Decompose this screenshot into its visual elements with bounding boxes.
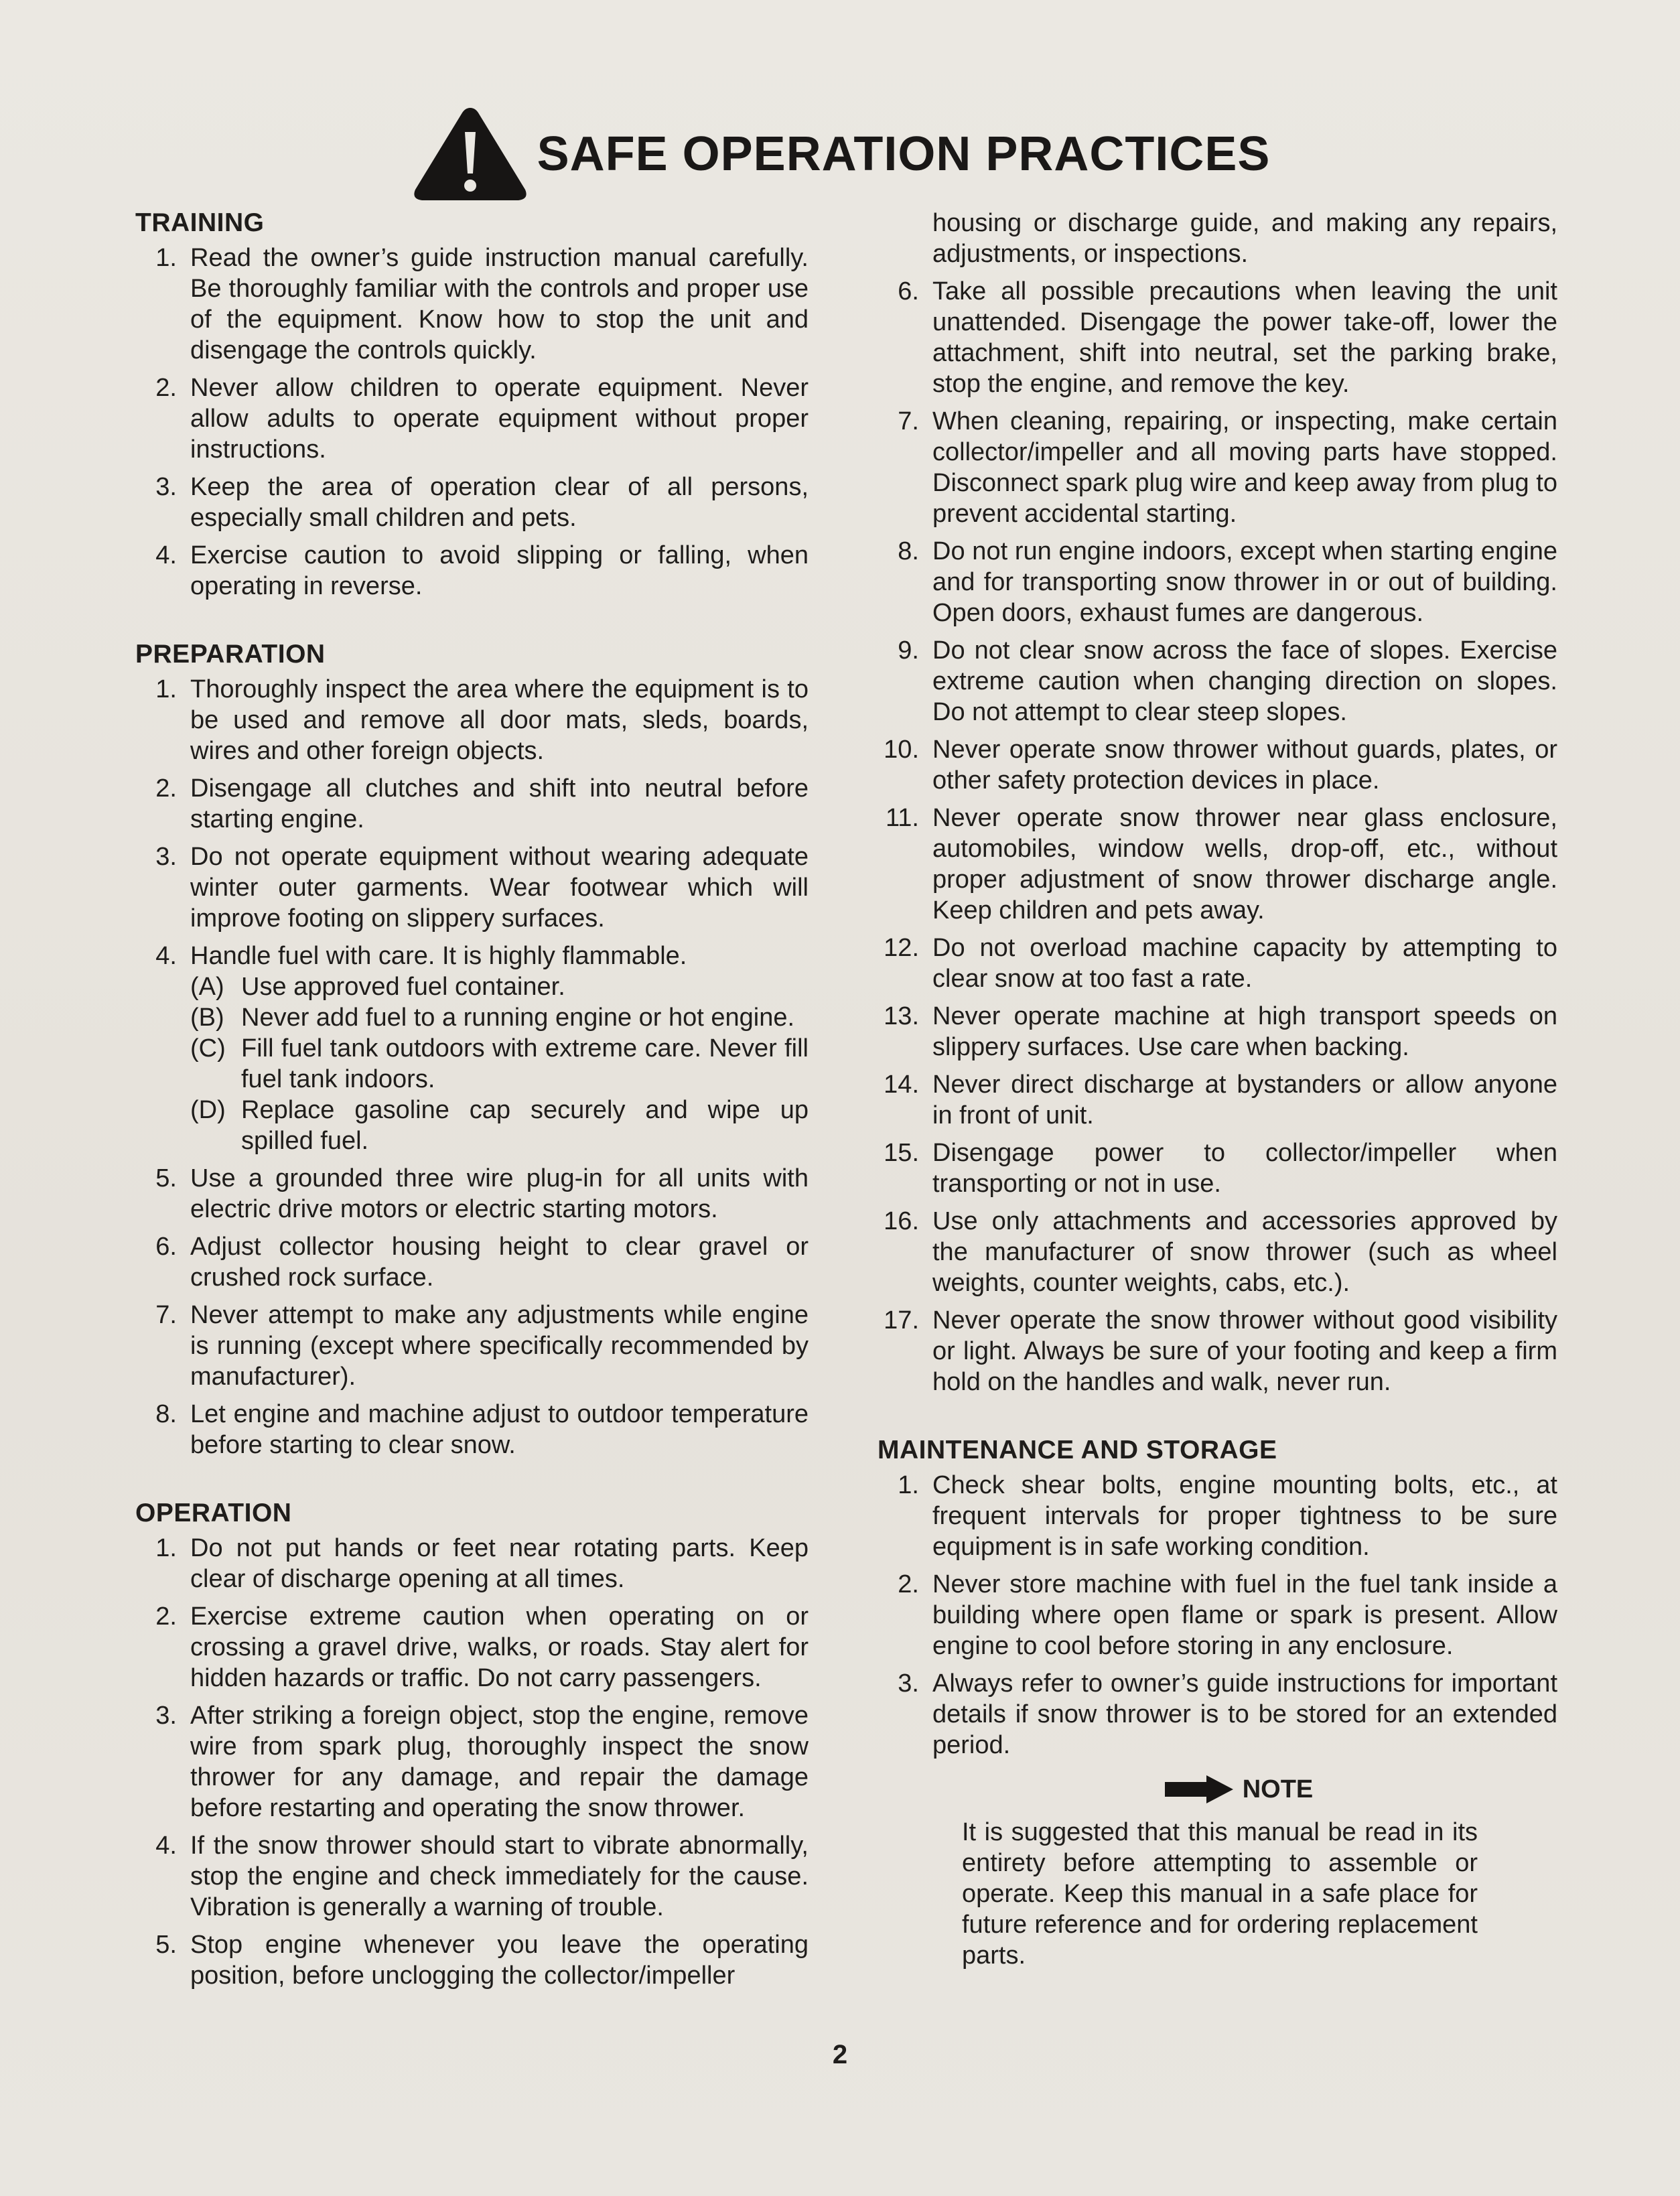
warning-triangle-icon (410, 104, 531, 204)
list-item: 7. Never attempt to make any adjustments while engine is running (except where specifically recommended by manufacturer). (155, 1301, 809, 1391)
operation-list-continued (878, 276, 1557, 1397)
section-heading-training: TRAINING (135, 208, 265, 237)
note-header (878, 1774, 1557, 1805)
list-item: 5. Stop engine whenever you leave the operating position, before unclogging the collector/impeller (155, 1931, 809, 1990)
list-item: 7. When cleaning, repairing, or inspecting, make certain collector/impeller and all moving parts have stopped. Disconnect spark plug wire and keep away from plug to prevent accidental starting. (898, 407, 1557, 528)
list-item: 2. Never store machine with fuel in the fuel tank inside a building where open flame or spark is present. Allow engine to cool before storing in any enclosure. (898, 1570, 1557, 1660)
preparation-list (135, 674, 809, 1460)
list-item: 1. Read the owner’s guide instruction manual carefully. Be thoroughly familiar with the controls and proper use of the equipment. Know how to stop the unit and disengage the controls quickly. (155, 244, 809, 364)
list-item: 12. Do not overload machine capacity by attempting to clear snow at too fast a rate. (884, 934, 1557, 993)
list-item: 17. Never operate the snow thrower without good visibility or light. Always be sure of your footing and keep a firm hold on the handles and walk, never run. (884, 1306, 1557, 1396)
list-item: 3. Always refer to owner’s guide instructions for important details if snow thrower is to be stored for an extended period. (898, 1669, 1557, 1759)
list-item: 16. Use only attachments and accessories approved by the manufacturer of snow thrower (such as wheel weights, counter weights, cabs, etc.). (884, 1207, 1557, 1297)
sub-item: (C) Fill fuel tank outdoors with extreme care. Never fill fuel tank indoors. (190, 1034, 809, 1093)
section-heading-maintenance: MAINTENANCE AND STORAGE (878, 1436, 1277, 1464)
list-item: 4. Exercise caution to avoid slipping or falling, when operating in reverse. (155, 541, 809, 600)
list-item: 6. Adjust collector housing height to clear gravel or crushed rock surface. (155, 1233, 809, 1292)
operation-list (135, 1533, 809, 1991)
list-item: 14. Never direct discharge at bystanders or allow anyone in front of unit. (884, 1071, 1557, 1129)
list-item: 11. Never operate snow thrower near glass enclosure, automobiles, window wells, drop-off, etc., without proper adjustment of snow thrower discharge angle. Keep children and pets away. (885, 804, 1557, 924)
list-item: 1. Thoroughly inspect the area where the equipment is to be used and remove all door mats, sleds, boards, wires and other foreign objects. (155, 675, 809, 765)
maintenance-list (878, 1470, 1557, 1761)
note-label: NOTE (1242, 1775, 1314, 1803)
list-item: 5. Use a grounded three wire plug-in for all units with electric drive motors or electric starting motors. (155, 1164, 809, 1223)
sub-item: (B) Never add fuel to a running engine or hot engine. (190, 1004, 795, 1032)
list-item: 3. After striking a foreign object, stop the engine, remove wire from spark plug, thoroughly inspect the snow thrower for any damage, and repair the damage before restarting and operating the snow thrower. (155, 1702, 809, 1822)
list-item: 3. Keep the area of operation clear of all persons, especially small children and pets. (155, 473, 809, 532)
training-list (135, 243, 809, 602)
note-text: It is suggested that this manual be read in its entirety before attempting to assemble or operate. Keep this manual in a safe place for future reference and for ordering replacement parts. (962, 1818, 1478, 1970)
page-number: 2 (832, 2040, 848, 2069)
page-title: SAFE OPERATION PRACTICES (537, 127, 1271, 181)
list-item: 2. Never allow children to operate equipment. Never allow adults to operate equipment without proper instructions. (155, 374, 809, 464)
list-item: 1. Check shear bolts, engine mounting bolts, etc., at frequent intervals for proper tightness to be sure equipment is in safe working condition. (898, 1471, 1557, 1561)
sub-item: (A) Use approved fuel container. (190, 973, 565, 1001)
list-item: 1. Do not put hands or feet near rotating parts. Keep clear of discharge opening at all times. (155, 1534, 809, 1593)
arrow-right-icon (1162, 1774, 1236, 1805)
list-item: 8. Let engine and machine adjust to outdoor temperature before starting to clear snow. (155, 1400, 809, 1459)
list-item: 8. Do not run engine indoors, except when starting engine and for transporting snow thrower in or out of building. Open doors, exhaust fumes are dangerous. (898, 537, 1557, 627)
list-item: 4. Handle fuel with care. It is highly flammable. (A) Use approved fuel container. (B) Never add fuel to a running engine or hot engine. (C) Fill fuel tank outdoors with extreme care. Never fill fuel tank indoors. (D) Replace gasoline cap securely and wipe up spilled fuel. (155, 942, 809, 1155)
right-column (878, 208, 1557, 1971)
list-item: 13. Never operate machine at high transport speeds on slippery surfaces. Use care when backing. (884, 1002, 1557, 1061)
section-heading-operation: OPERATION (135, 1499, 292, 1527)
page-header (0, 100, 1680, 208)
list-item: 4. If the snow thrower should start to vibrate abnormally, stop the engine and check immediately for the cause. Vibration is generally a warning of trouble. (155, 1832, 809, 1921)
list-item: 9. Do not clear snow across the face of slopes. Exercise extreme caution when changing direction on slopes. Do not attempt to clear steep slopes. (898, 636, 1557, 726)
section-heading-preparation: PREPARATION (135, 640, 326, 669)
list-item: 3. Do not operate equipment without wearing adequate winter outer garments. Wear footwear which will improve footing on slippery surfaces. (155, 843, 809, 933)
sub-item: (D) Replace gasoline cap securely and wipe up spilled fuel. (190, 1096, 809, 1155)
list-item: 15. Disengage power to collector/impeller when transporting or not in use. (884, 1139, 1557, 1198)
list-item: 2. Disengage all clutches and shift into neutral before starting engine. (155, 774, 809, 833)
list-item: 2. Exercise extreme caution when operating on or crossing a gravel drive, walks, or roads. Stay alert for hidden hazards or traffic. Do not carry passengers. (155, 1602, 809, 1692)
left-column (135, 208, 809, 1998)
list-item: 6. Take all possible precautions when leaving the unit unattended. Disengage the power take-off, lower the attachment, shift into neutral, set the parking brake, stop the engine, and remove the key. (898, 277, 1557, 398)
list-item: 10. Never operate snow thrower without guards, plates, or other safety protection devices in place. (884, 736, 1557, 795)
list-item-continuation: housing or discharge guide, and making any repairs, adjustments, or inspections. (932, 209, 1557, 268)
